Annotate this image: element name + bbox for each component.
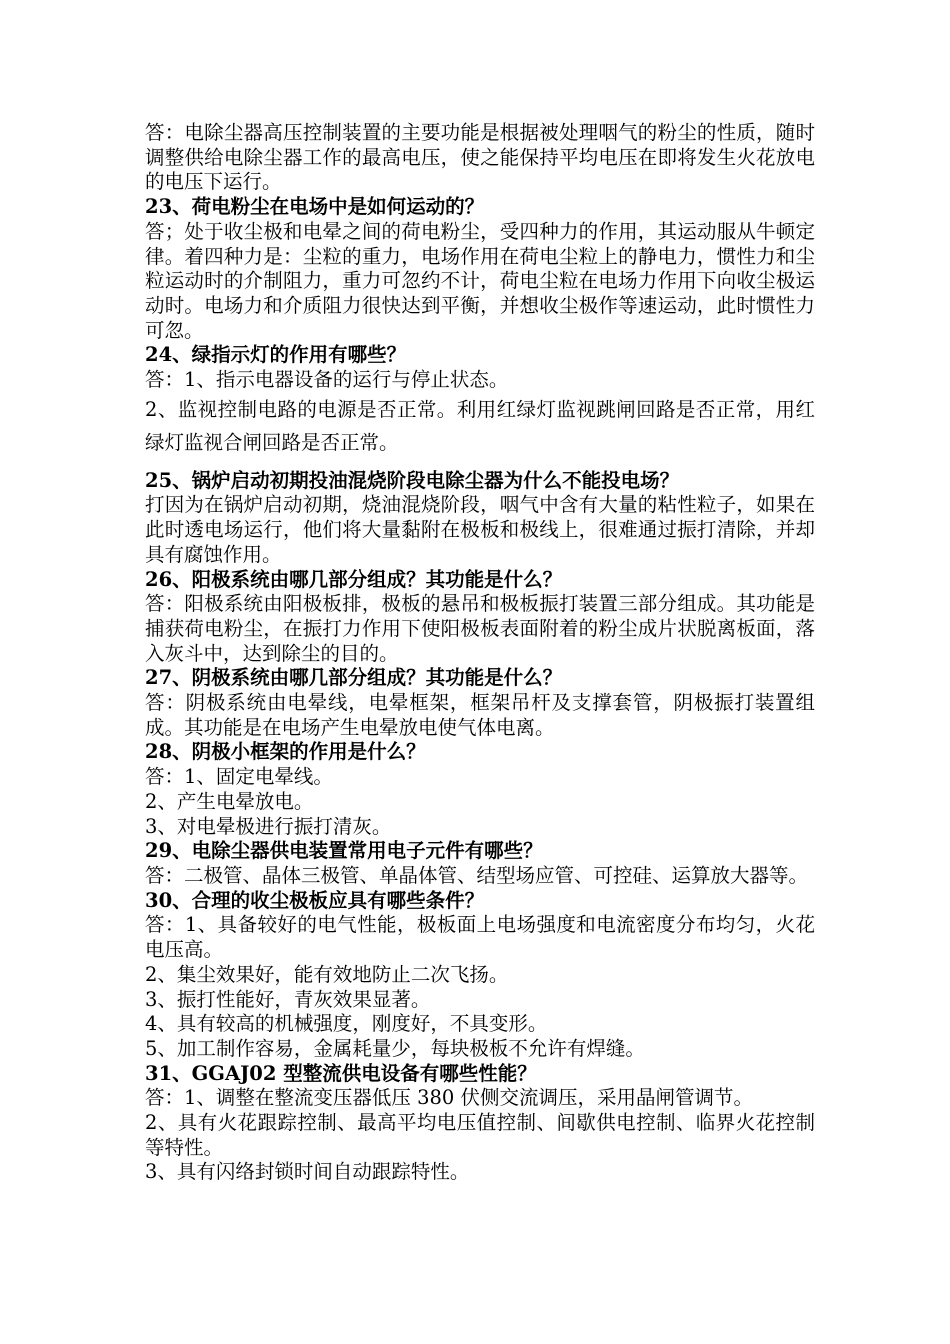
question-31-heading: 31、GGAJ02 型整流供电设备有哪些性能？ (145, 1061, 537, 1085)
answer-25-text: 打因为在锅炉启动初期，烧油混烧阶段，咽气中含有大量的粘性粒子，如果在此时透电场运行，他们将大量黏附在极板和极线上，很难通过振打清除，并却具有腐蚀作用。 (145, 493, 815, 566)
question-28-heading: 28、阴极小框架的作用是什么？ (145, 740, 426, 764)
question-30-heading: 30、合理的收尘极板应具有哪些条件？ (145, 888, 485, 912)
answer-28-item-3: 3、对电晕极进行振打清灰。 (145, 814, 392, 838)
answer-24-item-2: 2、监视控制电路的电源是否正常。利用红绿灯监视跳闸回路是否正常，用红绿灯监视合闸回路是否正常。 (145, 397, 815, 454)
answer-23-text: 答；处于收尘极和电晕之间的荷电粉尘，受四种力的作用，其运动服从牛顿定律。着四种力是：尘粒的重力，电场作用在荷电尘粒上的静电力，惯性力和尘粒运动时的介制阻力，重力可忽约不计，荷电尘粒在电场力作用下向收尘极运动时。电场力和介质阻力很快达到平衡，并想收尘极作等速运动，此时惯性力可忽。 (145, 219, 815, 342)
answer-28-item-2: 2、产生电晕放电。 (145, 789, 314, 813)
answer-31-item-1: 答：1、调整在整流变压器低压 380 伏侧交流调压，采用晶闸管调节。 (145, 1086, 754, 1110)
answer-27-text: 答：阴极系统由电晕线，电晕框架，框架吊杆及支撑套管，阴极振打装置组成。其功能是在电场产生电晕放电使气体电离。 (145, 691, 815, 739)
answer-29-text: 答：二极管、晶体三极管、单晶体管、结型场应管、可控硅、运算放大器等。 (145, 863, 809, 887)
question-23-heading: 23、荷电粉尘在电场中是如何运动的？ (145, 195, 485, 219)
answer-31-item-3: 3、具有闪络封锁时间自动跟踪特性。 (145, 1160, 470, 1184)
question-25-heading: 25、锅炉启动初期投油混烧阶段电除尘器为什么不能投电场？ (145, 468, 680, 492)
answer-28-item-1: 答：1、固定电晕线。 (145, 765, 333, 789)
answer-24-item-1: 答：1、指示电器设备的运行与停止状态。 (145, 368, 509, 392)
answer-26-text: 答：阳极系统由阳极板排，极板的悬吊和极板振打装置三部分组成。其功能是捕获荷电粉尘，在振打力作用下使阳极板表面附着的粉尘成片状脱离板面，落入灰斗中，达到除尘的目的。 (145, 592, 815, 665)
answer-30-item-4: 4、具有较高的机械强度，刚度好，不具变形。 (145, 1012, 548, 1036)
answer-30-item-2: 2、集尘效果好，能有效地防止二次飞扬。 (145, 962, 509, 986)
answer-22-text: 答：电除尘器高压控制装置的主要功能是根据被处理咽气的粉尘的性质，随时调整供给电除尘器工作的最高电压，使之能保持平均电压在即将发生火花放电的电压下运行。 (145, 121, 815, 194)
answer-31-item-2: 2、具有火花跟踪控制、最高平均电压值控制、间歇供电控制、临界火花控制等特性。 (145, 1111, 815, 1159)
answer-30-item-3: 3、振打性能好，青灰效果显著。 (145, 987, 431, 1011)
answer-30-item-5: 5、加工制作容易，金属耗量少，每块极板不允许有焊缝。 (145, 1036, 645, 1060)
question-24-heading: 24、绿指示灯的作用有哪些？ (145, 343, 407, 367)
answer-30-item-1: 答：1、具备较好的电气性能，极板面上电场强度和电流密度分布均匀，火花电压高。 (145, 913, 815, 962)
question-27-heading: 27、阴极系统由哪几部分组成？其功能是什么？ (145, 666, 563, 690)
question-26-heading: 26、阳极系统由哪几部分组成？其功能是什么？ (145, 567, 563, 591)
question-29-heading: 29、电除尘器供电装置常用电子元件有哪些？ (145, 839, 543, 863)
document-page (145, 121, 815, 1185)
